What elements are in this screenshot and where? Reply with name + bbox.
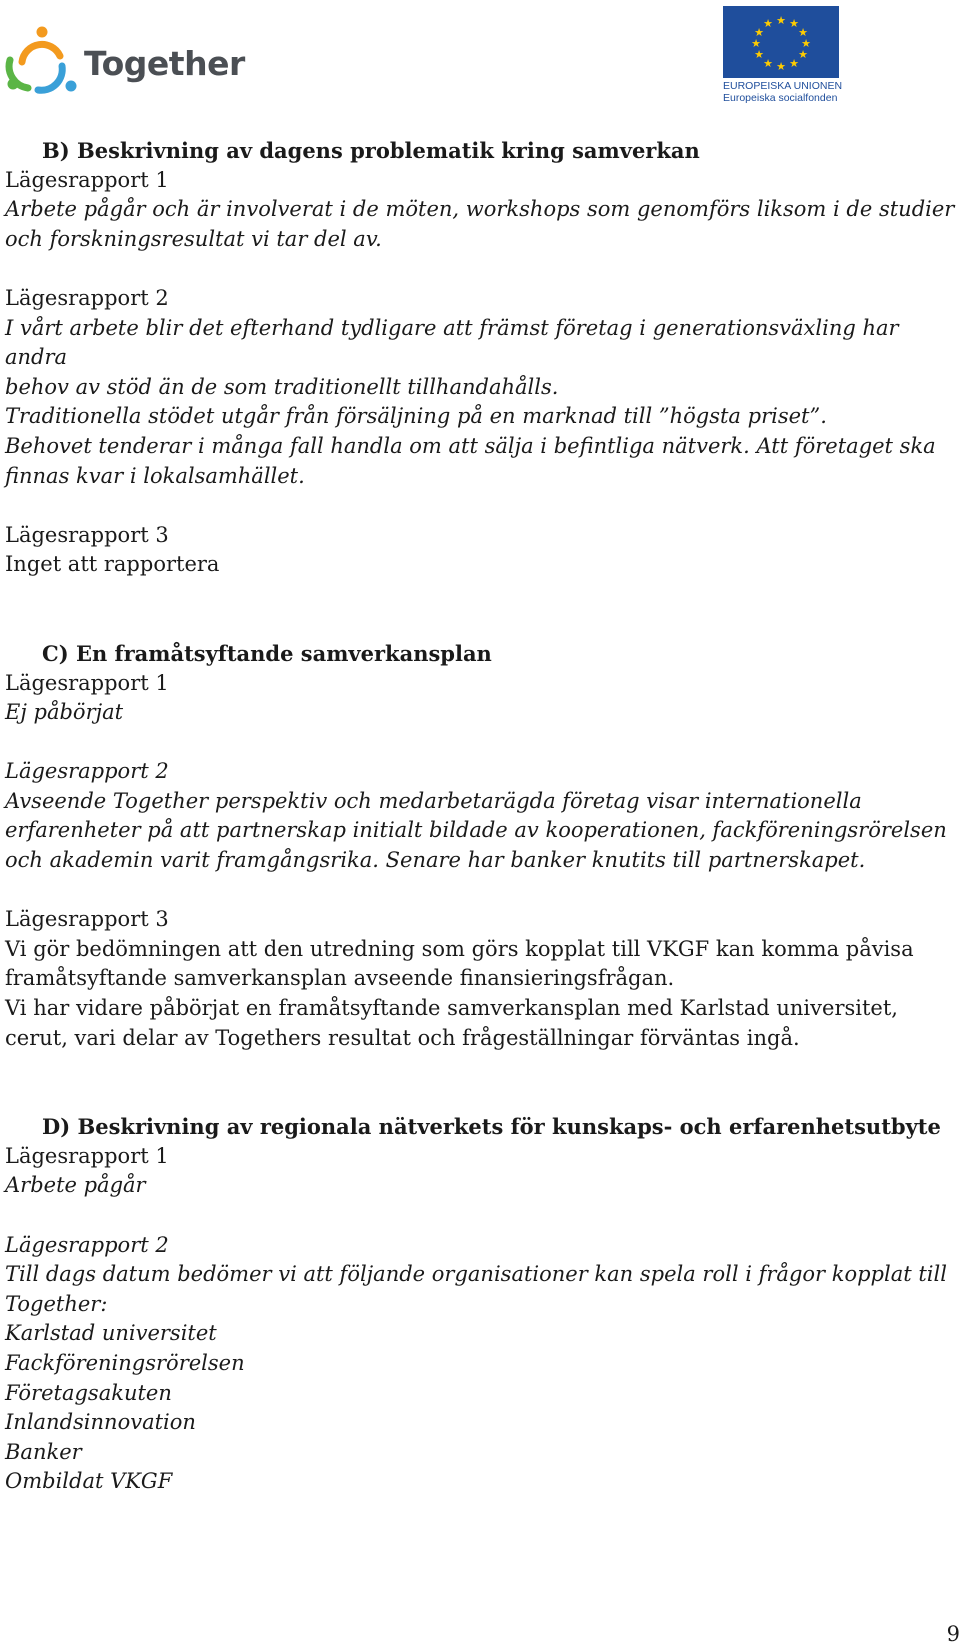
section-d-report2-line1: Till dags datum bedömer vi att följande organisationer kan spela roll i frågor kopplat till — [5, 1262, 947, 1287]
svg-text:★: ★ — [763, 17, 773, 30]
logo-wordmark: Together — [84, 44, 245, 83]
svg-text:★: ★ — [789, 57, 799, 70]
section-b-report2-label: Lägesrapport 2 — [5, 285, 169, 310]
svg-text:★: ★ — [776, 14, 786, 27]
section-b-report3-line1: Inget att rapportera — [5, 552, 220, 577]
section-c-report3-line4: cerut, vari delar av Togethers resultat och frågeställningar förväntas ingå. — [5, 1025, 800, 1050]
section-b-heading: B) Beskrivning av dagens problematik kring samverkan — [42, 138, 700, 163]
section-d-report2-label: Lägesrapport 2 — [5, 1232, 169, 1257]
section-c-report3-line2: framåtsyftande samverkansplan avseende finansieringsfrågan. — [5, 966, 675, 991]
section-b-report2-line1: I vårt arbete blir det efterhand tydligare att främst företag i generationsväxling har andra — [5, 315, 899, 370]
section-c-report2-line2: erfarenheter på att partnerskap initialt bildade av kooperationen, fackföreningsrörelsen — [5, 818, 947, 843]
org-list-item: Inlandsinnovation — [5, 1410, 196, 1435]
section-c-report1-label: Lägesrapport 1 — [5, 670, 169, 695]
section-b-report3-label: Lägesrapport 3 — [5, 522, 169, 547]
section-b-report1-line2: och forskningsresultat vi tar del av. — [5, 226, 382, 251]
section-c-report2-line1: Avseende Together perspektiv och medarbetarägda företag visar internationella — [5, 788, 862, 813]
svg-text:★: ★ — [763, 57, 773, 70]
svg-text:★: ★ — [798, 26, 808, 39]
org-list-item: Karlstad universitet — [5, 1321, 217, 1346]
svg-text:★: ★ — [789, 17, 799, 30]
eu-label — [723, 80, 853, 104]
org-list-item: Banker — [5, 1439, 82, 1464]
section-b-report1-label: Lägesrapport 1 — [5, 167, 169, 192]
section-c-report2-line3: och akademin varit framgångsrika. Senare har banker knutits till partnerskapet. — [5, 848, 866, 873]
section-c-heading: C) En framåtsyftande samverkansplan — [42, 640, 492, 666]
section-c-report3-label: Lägesrapport 3 — [5, 907, 169, 932]
page-number: 9 — [946, 1622, 960, 1646]
section-c-report3-line3: Vi har vidare påbörjat en framåtsyftande samverkansplan med Karlstad universitet, — [5, 996, 898, 1021]
document-body — [5, 136, 955, 1497]
section-c-report3-line1: Vi gör bedömningen att den utredning som görs kopplat till VKGF kan komma påvisa — [5, 936, 914, 961]
eu-label-line1: EUROPEISKA UNIONEN — [723, 80, 843, 92]
org-list-item: Företagsakuten — [5, 1380, 172, 1405]
svg-text:★: ★ — [801, 37, 811, 50]
section-d-report1-label: Lägesrapport 1 — [5, 1143, 169, 1168]
section-d-report1-line1: Arbete pågår — [5, 1173, 146, 1198]
svg-text:★: ★ — [776, 60, 786, 73]
section-c-report2-label: Lägesrapport 2 — [5, 759, 169, 784]
section-b-report2-line5: finnas kvar i lokalsamhället. — [5, 463, 305, 488]
eu-label-line2: Europeiska socialfonden — [723, 92, 838, 104]
section-d-heading: D) Beskrivning av regionala nätverkets för kunskaps- och erfarenhetsutbyte — [42, 1114, 941, 1140]
svg-text:★: ★ — [754, 26, 764, 39]
page-header — [0, 0, 960, 120]
org-list-item: Ombildat VKGF — [5, 1469, 173, 1494]
section-b-report2-line4: Behovet tenderar i många fall handla om att sälja i befintliga nätverk. Att företaget ska — [5, 433, 936, 458]
section-c-report1-line1: Ej påbörjat — [5, 700, 124, 725]
svg-text:★: ★ — [798, 48, 808, 61]
section-b-report2-line2: behov av stöd än de som traditionellt tillhandahålls. — [5, 374, 559, 399]
section-b-report2-line3: Traditionella stödet utgår från försäljning på en marknad till ”högsta priset”. — [5, 404, 827, 429]
section-d-report2-line2: Together: — [5, 1291, 108, 1316]
section-b-report1-line1: Arbete pågår och är involverat i de möten, workshops som genomförs liksom i de studier — [5, 197, 955, 222]
org-list-item: Fackföreningsrörelsen — [5, 1350, 245, 1375]
svg-text:★: ★ — [754, 48, 764, 61]
svg-text:★: ★ — [751, 37, 761, 50]
